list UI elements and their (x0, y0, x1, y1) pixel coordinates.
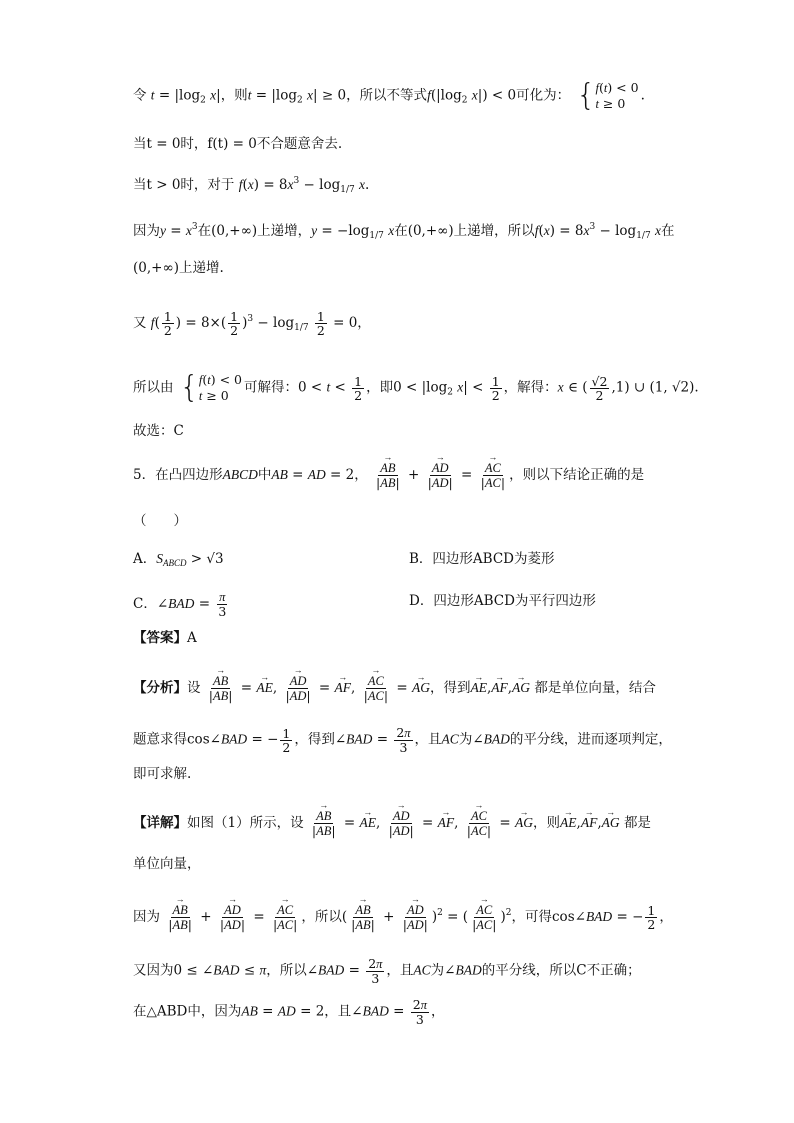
line-5: (0,+∞)上递增. (133, 260, 224, 276)
detail-line-2: 单位向量， (133, 856, 201, 872)
answer-tag: 【答案】 (133, 630, 187, 646)
analysis-line-1: 【分析】设 → $\frac{AB}{|AB|}$ = → AE, → $\frac{AD}{|AD|}$ = → AF, → $\frac{AC}{|AC|}$ = → AG，得到→ AE,→ AF,→ AG 都是单位向量，结合 (133, 674, 656, 703)
line-4: 因为$y = x^3$在(0,+∞)上递增，$y = -\log_{1/7}$ x在(0,+∞)上递增，所以$f(x) = 8x^3 - \log_{1/7} x$在 (133, 222, 675, 241)
option-a: A．$S_{ABCD} > √3$ (133, 551, 224, 568)
line-6: 又 f( $\frac{1}{2}$ ) = 8×( $\frac{1}{2}$ )$^3 - \log_{1/7}$ $\frac{1}{2}$ = 0， (133, 309, 371, 338)
detail-line-1: 【详解】如图（1）所示，设 → $\frac{AB}{|AB|}$ = → AE, → $\frac{AD}{|AD|}$ = → AF, → $\frac{AC}{|AC|}$ = → AG，则→ AE,→ AF,→ AG 都是 (133, 809, 651, 838)
detail-line-3: 因为 → $\frac{AB}{|AB|}$ + → $\frac{AD}{|AD|}$ = → $\frac{AC}{|AC|}$ ，所以( → $\frac{AB}{|AB|}$ + → $\frac{AD}{|AD|}$ )$^2$ = ( → $\frac{AC}{|AC|}$ )$^2$，可得cos∠BAD = − $\frac{1}{2}$ ， (133, 903, 673, 932)
option-b: B．四边形ABCD为菱形 (409, 551, 555, 567)
line-2: 当t = 0时，f(t) = 0不合题意舍去. (133, 136, 343, 152)
answer-line (133, 628, 197, 648)
line-7: 所以由 { f(t) < 0 t ≥ 0 可解得：0 < t < $\frac{1}{2}$ ，即$0 < |\log_2$ x| < $\frac{1}{2}$ ，解得：x ∈ ( $\frac{√2}{2}$ ,1) ∪ (1, √2). (133, 370, 699, 405)
system-brace: { f(t) < 0 t ≥ 0 (576, 78, 639, 113)
option-d: D．四边形ABCD为平行四边形 (409, 593, 596, 609)
detail-line-4: 又因为0 ≤ ∠BAD ≤ π，所以∠BAD = $\frac{2\pi}{3}$ ，且AC为∠BAD的平分线，所以C不正确； (133, 956, 641, 986)
option-c: C．∠BAD = $\frac{\pi}{3}$ (133, 590, 227, 619)
detail-line-5: 在△ABD中，因为AB = AD = 2，且∠BAD = $\frac{2\pi}{3}$ ， (133, 997, 445, 1027)
answer-value: A (187, 630, 197, 646)
question-5: 5．在凸四边形ABCD中AB = AD = 2， → $\frac{AB}{|AB|}$ + → $\frac{AD}{|AD|}$ = → $\frac{AC}{|AC|}$ ，则以下结论正确的是 (133, 461, 644, 490)
line-1: 令 $t = |\log_2$ x|，则$t = |\log_2$ x| ≥ 0，所以不等式$f(|\log_2$ x|) < 0可化为： { f(t) < 0 t ≥ 0 . (133, 78, 645, 113)
analysis-line-2: 题意求得cos∠BAD = − $\frac{1}{2}$ ，得到∠BAD = $\frac{2\pi}{3}$ ，且AC为∠BAD的平分线，进而逐项判定， (133, 725, 672, 755)
analysis-line-3: 即可求解. (133, 766, 192, 782)
line-8: 故选：C (133, 423, 184, 439)
line-3: 当t > 0时，对于 $f(x) = 8x^3 - \log_{1/7} x$. (133, 176, 370, 195)
question-5-paren: （ ） (133, 513, 187, 529)
